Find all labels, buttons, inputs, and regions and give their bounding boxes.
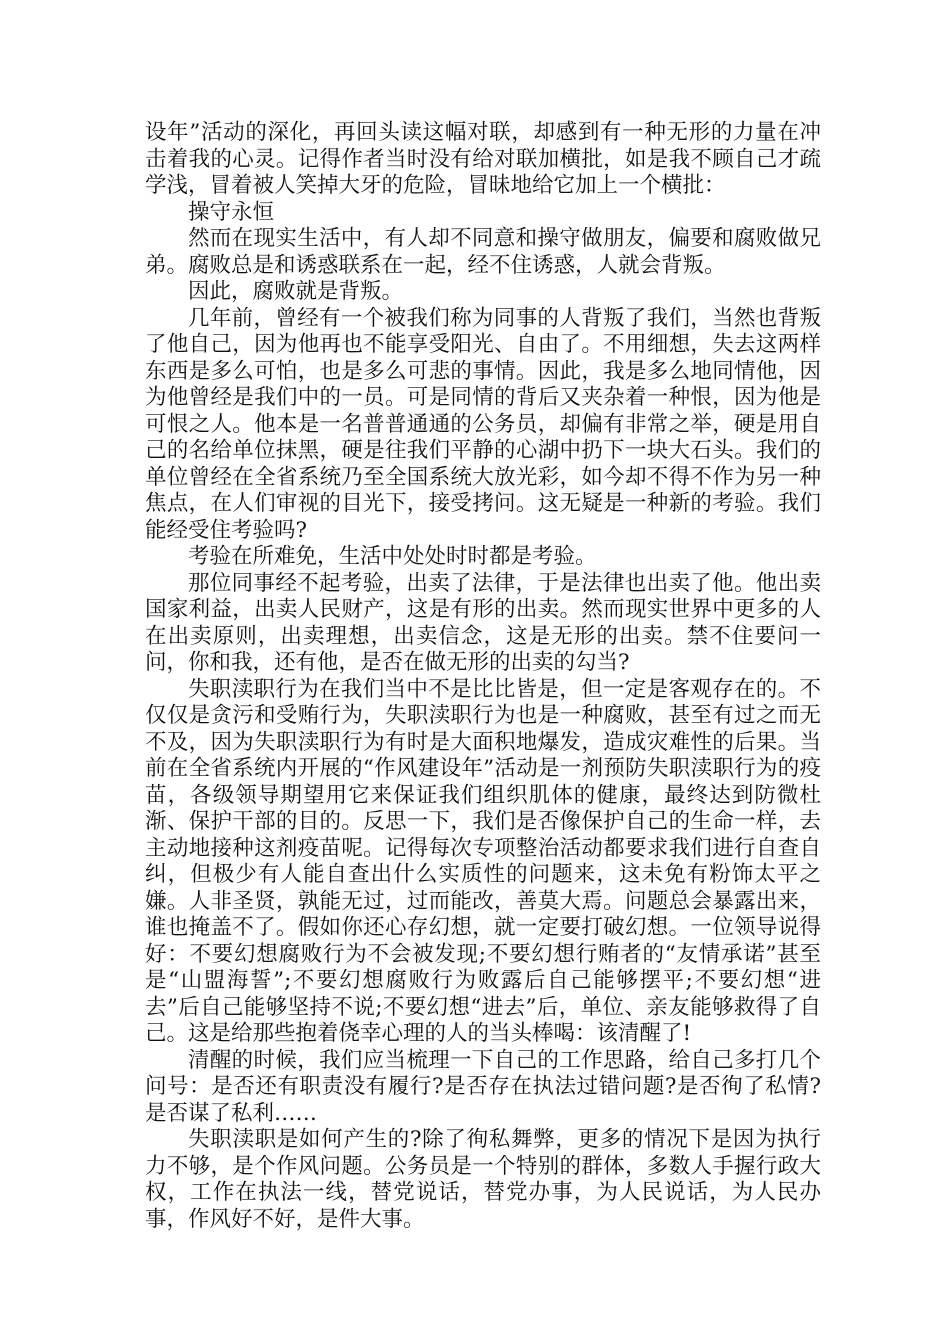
paragraph-2: 操守永恒 xyxy=(188,199,275,225)
paragraph-9: 清醒的时候，我们应当梳理一下自己的工作思路，给自己多打几个问号：是否还有职责没有履行?是否存在执法过错问题?是否徇了私情?是否谋了私利…… xyxy=(145,1047,821,1126)
paragraph-1: 设年”活动的深化，再回头读这幅对联，却感到有一种无形的力量在冲击着我的心灵。记得作者当时没有给对联加横批，如是我不顾自己才疏学浅，冒着被人笑掉大牙的危险，冒昧地给它加上一个横批： xyxy=(145,120,821,198)
document-page xyxy=(145,120,821,1233)
paragraph-6: 考验在所难免，生活中处处时时都是考验。 xyxy=(188,544,597,569)
paragraph-3: 然而在现实生活中，有人却不同意和操守做朋友，偏要和腐败做兄弟。腐败总是和诱惑联系在一起，经不住诱惑，人就会背叛。 xyxy=(145,226,821,278)
paragraph-5: 几年前，曾经有一个被我们称为同事的人背叛了我们，当然也背叛了他自己，因为他再也不能享受阳光、自由了。不用细想，失去这两样东西是多么可怕，也是多么可悲的事情。因此，我是多么地同情他，因为他曾经是我们中的一员。可是同情的背后又夹杂着一种恨，因为他是可恨之人。他本是一名普普通通的公务员，却偏有非常之举，硬是用自己的名给单位抹黑，硬是往我们平静的心湖中扔下一块大石头。我们的单位曾经在全省系统乃至全国系统大放光彩，如今却不得不作为另一种焦点，在人们审视的目光下，接受拷问。这无疑是一种新的考验。我们能经受住考验吗? xyxy=(145,305,821,543)
paragraph-10: 失职渎职是如何产生的?除了徇私舞弊，更多的情况下是因为执行力不够，是个作风问题。公务员是一个特别的群体，多数人手握行政大权，工作在执法一线，替党说话，替党办事，为人民说话，为人民办事，作风好不好，是件大事。 xyxy=(145,1127,821,1232)
paragraph-4: 因此，腐败就是背叛。 xyxy=(188,279,404,304)
paragraph-8: 失职渎职行为在我们当中不是比比皆是，但一定是客观存在的。不仅仅是贪污和受贿行为，失职渎职行为也是一种腐败，甚至有过之而无不及，因为失职渎职行为有时是大面积地爆发，造成灾难性的后果。当前在全省系统内开展的“作风建设年”活动是一剂预防失职渎职行为的疫苗，各级领导期望用它来保证我们组织肌体的健康，最终达到防微杜渐、保护干部的目的。反思一下，我们是否像保护自己的生命一样，去主动地接种这剂疫苗呢。记得每次专项整治活动都要求我们进行自查自纠，但极少有人能自查出什么实质性的问题来，这未免有粉饰太平之嫌。人非圣贤，孰能无过，过而能改，善莫大焉。问题总会暴露出来，谁也掩盖不了。假如你还心存幻想，就一定要打破幻想。一位领导说得好：不要幻想腐败行为不会被发现;不要幻想行贿者的“友情承诺”甚至是“山盟海誓”;不要幻想腐败行为败露后自己能够摆平;不要幻想“进去”后自己能够坚持不说;不要幻想“进去”后，单位、亲友能够救得了自己。这是给那些抱着侥幸心理的人的当头棒喝：该清醒了! xyxy=(145,676,821,1046)
paragraph-7: 那位同事经不起考验，出卖了法律，于是法律也出卖了他。他出卖国家利益，出卖人民财产，这是有形的出卖。然而现实世界中更多的人在出卖原则，出卖理想，出卖信念，这是无形的出卖。禁不住要问一问，你和我，还有他，是否在做无形的出卖的勾当? xyxy=(145,570,821,675)
